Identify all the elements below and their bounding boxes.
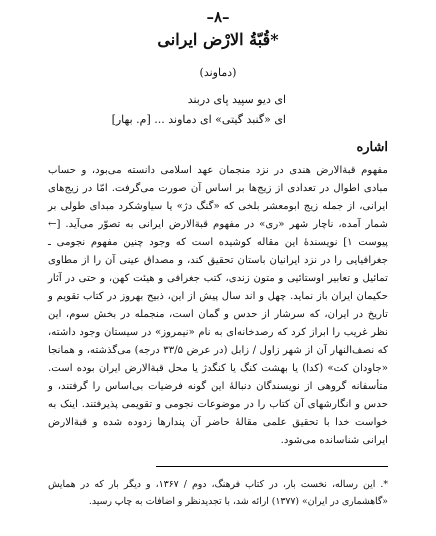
verse-line-1: ای دیو سپید پای دربند <box>187 93 286 106</box>
footnote-divider <box>156 466 388 467</box>
chapter-subtitle: (دماوند) <box>199 66 237 79</box>
chapter-number: –۸– <box>206 8 230 26</box>
chapter-title: قُبّةُ الارْض ایرانی* <box>157 30 279 49</box>
footnote: *. این رساله، نخست بار، در کتاب فرهنگ، دوم / ۱۳۶۷، و دیگر بار که در همایش «گاهشماری در ایران» (۱۳۷۷) ارائه شد، با تجدیدنظر و اضافات به چاپ رسید. <box>48 479 388 507</box>
body-text <box>48 162 388 450</box>
verse-line-2: ای «گنبد گیتی» ای دماوند ... [م. بهار] <box>111 113 286 126</box>
section-heading: اشاره <box>356 140 388 155</box>
body-paragraph: مفهوم قبةالارض هندی در نزد منجمان عهد اسلامی دانسته می‌بود، و حساب مبادی اطوال در تعدادی از زیج‌ها بر اساس آن صورت می‌گرفت. امّا در زیج‌های ایرانی، از جمله زیج ابومعشر بلخی که «گنگ دژ» یا سیاوشکرد مبدای طولی بر شمار آمده، ناچار شهر «ری» در مفهوم قبةالارض ایرانی به تصوّر می‌آید. [← پیوست ۱] نویسندهٔ این مقاله کوشیده است که وجود چنین مفهوم نجومی ـ جغرافیایی را در نزد ایرانیان باستان تحقیق کند، و مصداق عینی آن را از مطاوی تمائیل و تعابیر اوستائیی و متون زندی، کتب جغرافی و هیئت کهن، و حتی در آثار حکیمان ایران باز نماید. چهل و اند سال پیش از این، ذبیح بهروز در کتاب تقویم و تاریخ در ایران، که سرشار از حدس و گمان است، منجمله در بخش سوم، این نظر غریب را ابراز کرد که رصدخانه‌ای به نام «نیمروز» در سیستان وجود داشته، که نصف‌النهار آن از شهر زاول / زابل (در عرض ۳۳/۵ درجه) می‌گذشته، و همانجا «جاودان کت» (کدا) یا بهشت کنگ یا کنگدژ یا محل قبةالارض ایران بوده است. متأسفانه گروهی از نویسندگان دنبالهٔ این گونه فرضیات بی‌اساس را گرفتند، و حدس و انگارشهای آن کتاب را در موضوعات نجومی و تقویمی پذیرفتند. اینک به خواست خدا با تحقیق علمی مقالهٔ حاضر آن پندارها زدوده شده و قبةالارض ایرانی شناسانده می‌شود. <box>48 165 388 446</box>
